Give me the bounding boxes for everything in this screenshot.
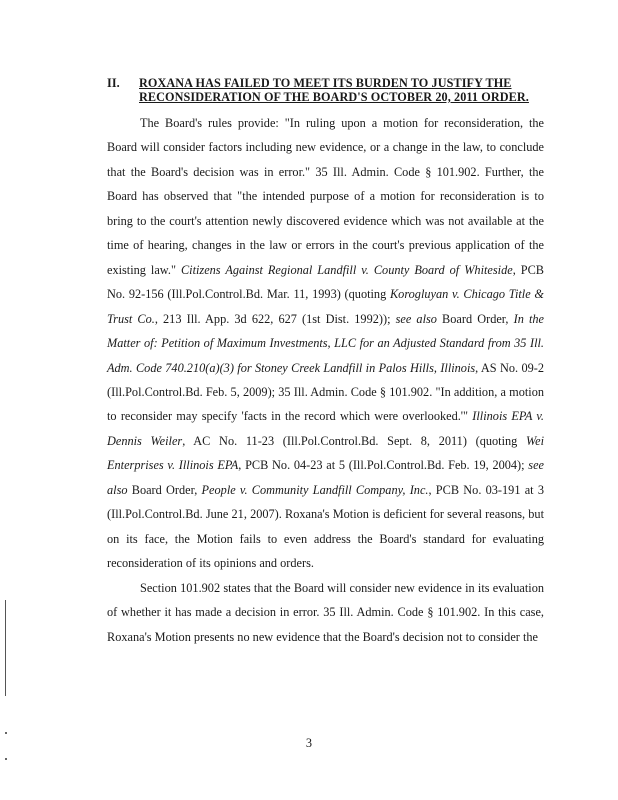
- case-citation-citizens: Citizens Against Regional Landfill v. County Board of Whiteside: [180, 262, 513, 277]
- case-citation-community-landfill: People v. Community Landfill Company, Inc.: [201, 482, 429, 497]
- page-number: 3: [305, 736, 313, 750]
- body-text: [107, 111, 544, 649]
- case-citation-wei-enterprises: Wei Enterprises v. Illinois EPA: [107, 433, 544, 473]
- case-citation-korogluyan: Korogluyan v. Chicago Title & Trust Co.: [107, 287, 544, 326]
- p1-text-8: Board Order,: [127, 482, 202, 497]
- section-number: II.: [107, 76, 120, 90]
- case-citation-weiler: Illinois EPA v. Dennis Weiler: [107, 409, 545, 448]
- p1-text-5: , AS No. 09-2 (Ill.Pol.Control.Bd. Feb. 5, 2009); 35 Ill. Admin. Code § 101.902. "In addition, a motion to reconsider may specify 'facts in the record which were overlooked.'": [107, 360, 544, 424]
- p1-text-2: , PCB No. 92-156 (Ill.Pol.Control.Bd. Mar. 11, 1993) (quoting: [107, 262, 544, 302]
- p1-text-9: , PCB No. 03-191 at 3 (Ill.Pol.Control.Bd. June 21, 2007). Roxana's Motion is deficient for several reasons, but on its face, the Motion fails to even address the Board's standard for evaluating reconsideration of its opinions and orders.: [107, 482, 544, 571]
- p1-text-7: , PCB No. 04-23 at 5 (Ill.Pol.Control.Bd. Feb. 19, 2004);: [238, 458, 529, 473]
- p1-text-6: , AC No. 11-23 (Ill.Pol.Control.Bd. Sept. 8, 2011) (quoting: [182, 433, 526, 448]
- signal-see-also-1: see also: [395, 311, 437, 326]
- margin-scan-mark: [5, 732, 7, 734]
- margin-scan-mark: [5, 758, 7, 760]
- paragraph-2: Section 101.902 states that the Board will consider new evidence in its evaluation of whether it has made a decision in error. 35 Ill. Admin. Code § 101.902. In this case, Roxana's Motion presents no new evidence that the Board's decision not to consider the: [107, 580, 544, 644]
- paragraph-1: [107, 111, 544, 576]
- margin-scan-line: [5, 600, 6, 696]
- signal-see-also-2: see also: [107, 458, 544, 497]
- section-title: ROXANA HAS FAILED TO MEET ITS BURDEN TO JUSTIFY THE RECONSIDERATION OF THE BOARD'S OCTOBER 20, 2011 ORDER.: [139, 76, 529, 104]
- case-citation-maximum-investments: In the Matter of: Petition of Maximum Investments, LLC for an Adjusted Standard from 35 Ill. Adm. Code 740.210(a)(3) for Stoney Creek Landfill in Palos Hills, Illinois: [107, 311, 544, 375]
- p1-text-3: , 213 Ill. App. 3d 622, 627 (1st Dist. 1992));: [154, 311, 396, 326]
- p1-text-1: The Board's rules provide: "In ruling upon a motion for reconsideration, the Board will consider factors including new evidence, or a change in the law, to conclude that the Board's decision was in error." 35 Ill. Admin. Code § 101.902. Further, the Board has observed that "the intended purpose of a motion for reconsideration is to bring to the court's attention newly discovered evidence which was not available at the time of hearing, changes in the law or errors in the court's previous application of the existing law.": [107, 116, 544, 277]
- p1-text-4: Board Order,: [436, 311, 514, 326]
